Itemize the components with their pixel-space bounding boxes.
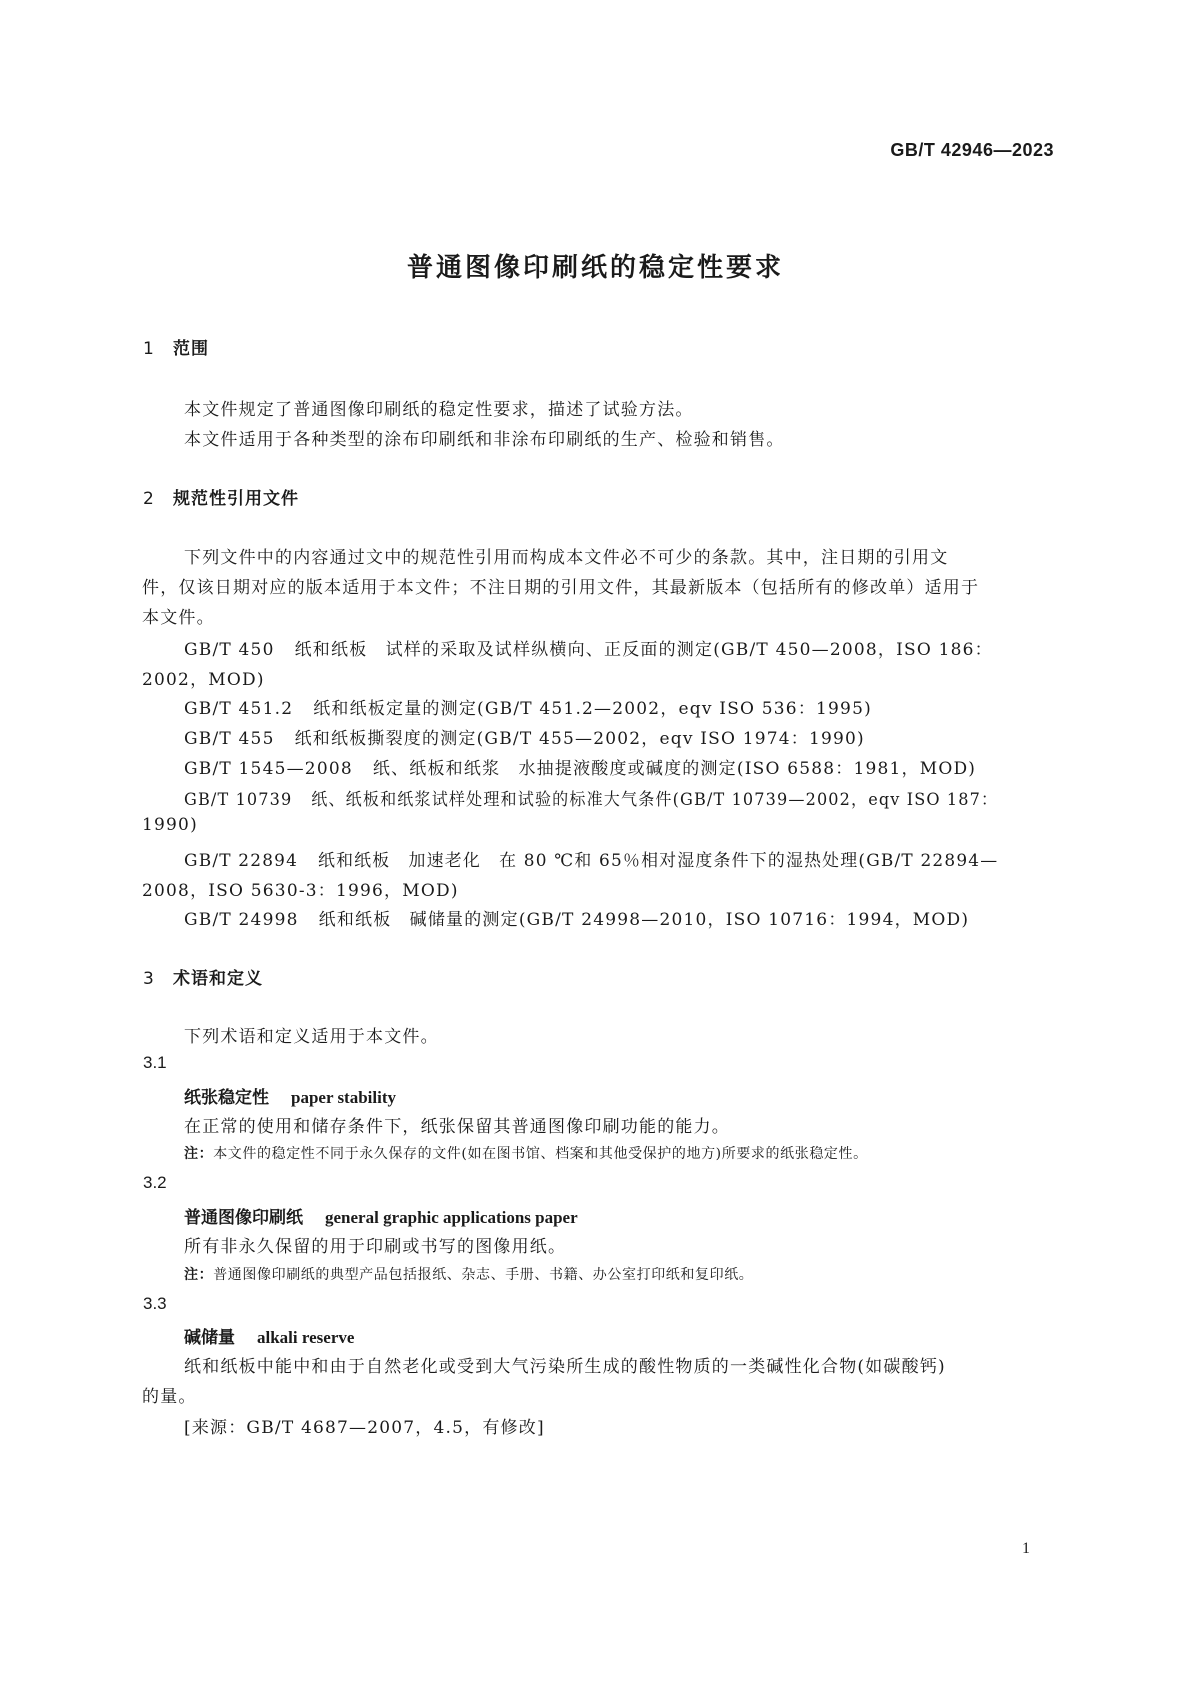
term-zh: 碱储量	[184, 1328, 235, 1348]
term-definition: 在正常的使用和储存条件下，纸张保留其普通图像印刷功能的能力。	[184, 1117, 730, 1137]
standard-code: GB/T 42946—2023	[890, 140, 1054, 160]
section-number: 1	[143, 339, 155, 359]
reference-item	[184, 905, 969, 930]
paragraph: 本文件。	[142, 608, 215, 628]
term-en: general graphic applications paper	[325, 1208, 578, 1227]
reference-title: 纸、纸板和纸浆试样处理和试验的标准大气条件(GB/T 10739—2002，eqv ISO 187：	[311, 790, 999, 810]
term-definition: 的量。	[142, 1387, 197, 1407]
term-en: alkali reserve	[257, 1328, 355, 1347]
note-label: 注：	[184, 1267, 214, 1283]
clause-number: 3.1	[143, 1053, 167, 1072]
section-number: 2	[143, 489, 155, 509]
reference-item	[184, 724, 865, 749]
paragraph: 本文件规定了普通图像印刷纸的稳定性要求，描述了试验方法。	[184, 400, 694, 420]
reference-code: GB/T 22894	[184, 851, 299, 871]
reference-item	[184, 754, 976, 779]
reference-title: 纸、纸板和纸浆 水抽提液酸度或碱度的测定(ISO 6588：1981，MOD)	[372, 759, 977, 779]
note	[184, 1143, 868, 1163]
reference-title: 纸和纸板 加速老化 在 80 ℃和 65％相对湿度条件下的湿热处理(GB/T 22894—	[317, 851, 999, 871]
paragraph: 下列术语和定义适用于本文件。	[184, 1027, 439, 1047]
term-entry	[184, 1323, 354, 1348]
term-entry	[184, 1203, 578, 1228]
reference-title: 纸和纸板 试样的采取及试样纵横向、正反面的测定(GB/T 450—2008，ISO 186：	[294, 640, 993, 660]
term-definition: 所有非永久保留的用于印刷或书写的图像用纸。	[184, 1237, 567, 1257]
term-source: [来源：GB/T 4687—2007，4.5，有修改]	[184, 1418, 545, 1438]
section-title: 规范性引用文件	[173, 489, 299, 509]
paragraph: 下列文件中的内容通过文中的规范性引用而构成本文件必不可少的条款。其中，注日期的引用文	[184, 548, 949, 568]
note	[184, 1264, 753, 1284]
reference-title: 纸和纸板撕裂度的测定(GB/T 455—2002，eqv ISO 1974：1990)	[294, 729, 865, 749]
section-title: 范围	[173, 339, 209, 359]
paragraph: 本文件适用于各种类型的涂布印刷纸和非涂布印刷纸的生产、检验和销售。	[184, 430, 785, 450]
reference-code: GB/T 1545—2008	[184, 759, 353, 779]
reference-code: GB/T 455	[184, 729, 275, 749]
section-number: 3	[143, 969, 155, 989]
document-title: 普通图像印刷纸的稳定性要求	[406, 253, 784, 283]
reference-continuation: 1990)	[142, 815, 198, 835]
reference-continuation: 2008，ISO 5630-3：1996，MOD)	[142, 881, 459, 901]
note-text: 普通图像印刷纸的典型产品包括报纸、杂志、手册、书籍、办公室打印纸和复印纸。	[213, 1267, 754, 1283]
reference-item	[184, 694, 872, 719]
section-3-heading	[143, 964, 263, 989]
note-text: 本文件的稳定性不同于永久保存的文件(如在图书馆、档案和其他受保护的地方)所要求的纸张稳定性。	[213, 1146, 868, 1162]
reference-code: GB/T 451.2	[184, 699, 294, 719]
paragraph: 件，仅该日期对应的版本适用于本文件；不注日期的引用文件，其最新版本（包括所有的修改单）适用于	[142, 578, 980, 598]
term-definition: 纸和纸板中能中和由于自然老化或受到大气污染所生成的酸性物质的一类碱性化合物(如碳酸钙)	[184, 1357, 946, 1377]
term-zh: 普通图像印刷纸	[184, 1208, 303, 1228]
reference-title: 纸和纸板定量的测定(GB/T 451.2—2002，eqv ISO 536：1995)	[313, 699, 872, 719]
reference-item	[184, 846, 998, 871]
note-label: 注：	[184, 1146, 214, 1162]
section-1-heading	[143, 334, 209, 359]
term-entry	[184, 1083, 396, 1108]
reference-continuation: 2002，MOD)	[142, 670, 265, 690]
clause-number: 3.3	[143, 1294, 167, 1313]
reference-code: GB/T 10739	[184, 790, 293, 810]
term-zh: 纸张稳定性	[184, 1088, 269, 1108]
reference-code: GB/T 24998	[184, 910, 299, 930]
clause-number: 3.2	[143, 1173, 167, 1192]
reference-code: GB/T 450	[184, 640, 275, 660]
section-title: 术语和定义	[173, 969, 263, 989]
reference-title: 纸和纸板 碱储量的测定(GB/T 24998—2010，ISO 10716：1994，MOD)	[318, 910, 970, 930]
section-2-heading	[143, 484, 299, 509]
page-number: 1	[1022, 1540, 1030, 1557]
reference-item	[184, 785, 998, 810]
reference-item	[184, 635, 993, 660]
term-en: paper stability	[291, 1088, 397, 1107]
